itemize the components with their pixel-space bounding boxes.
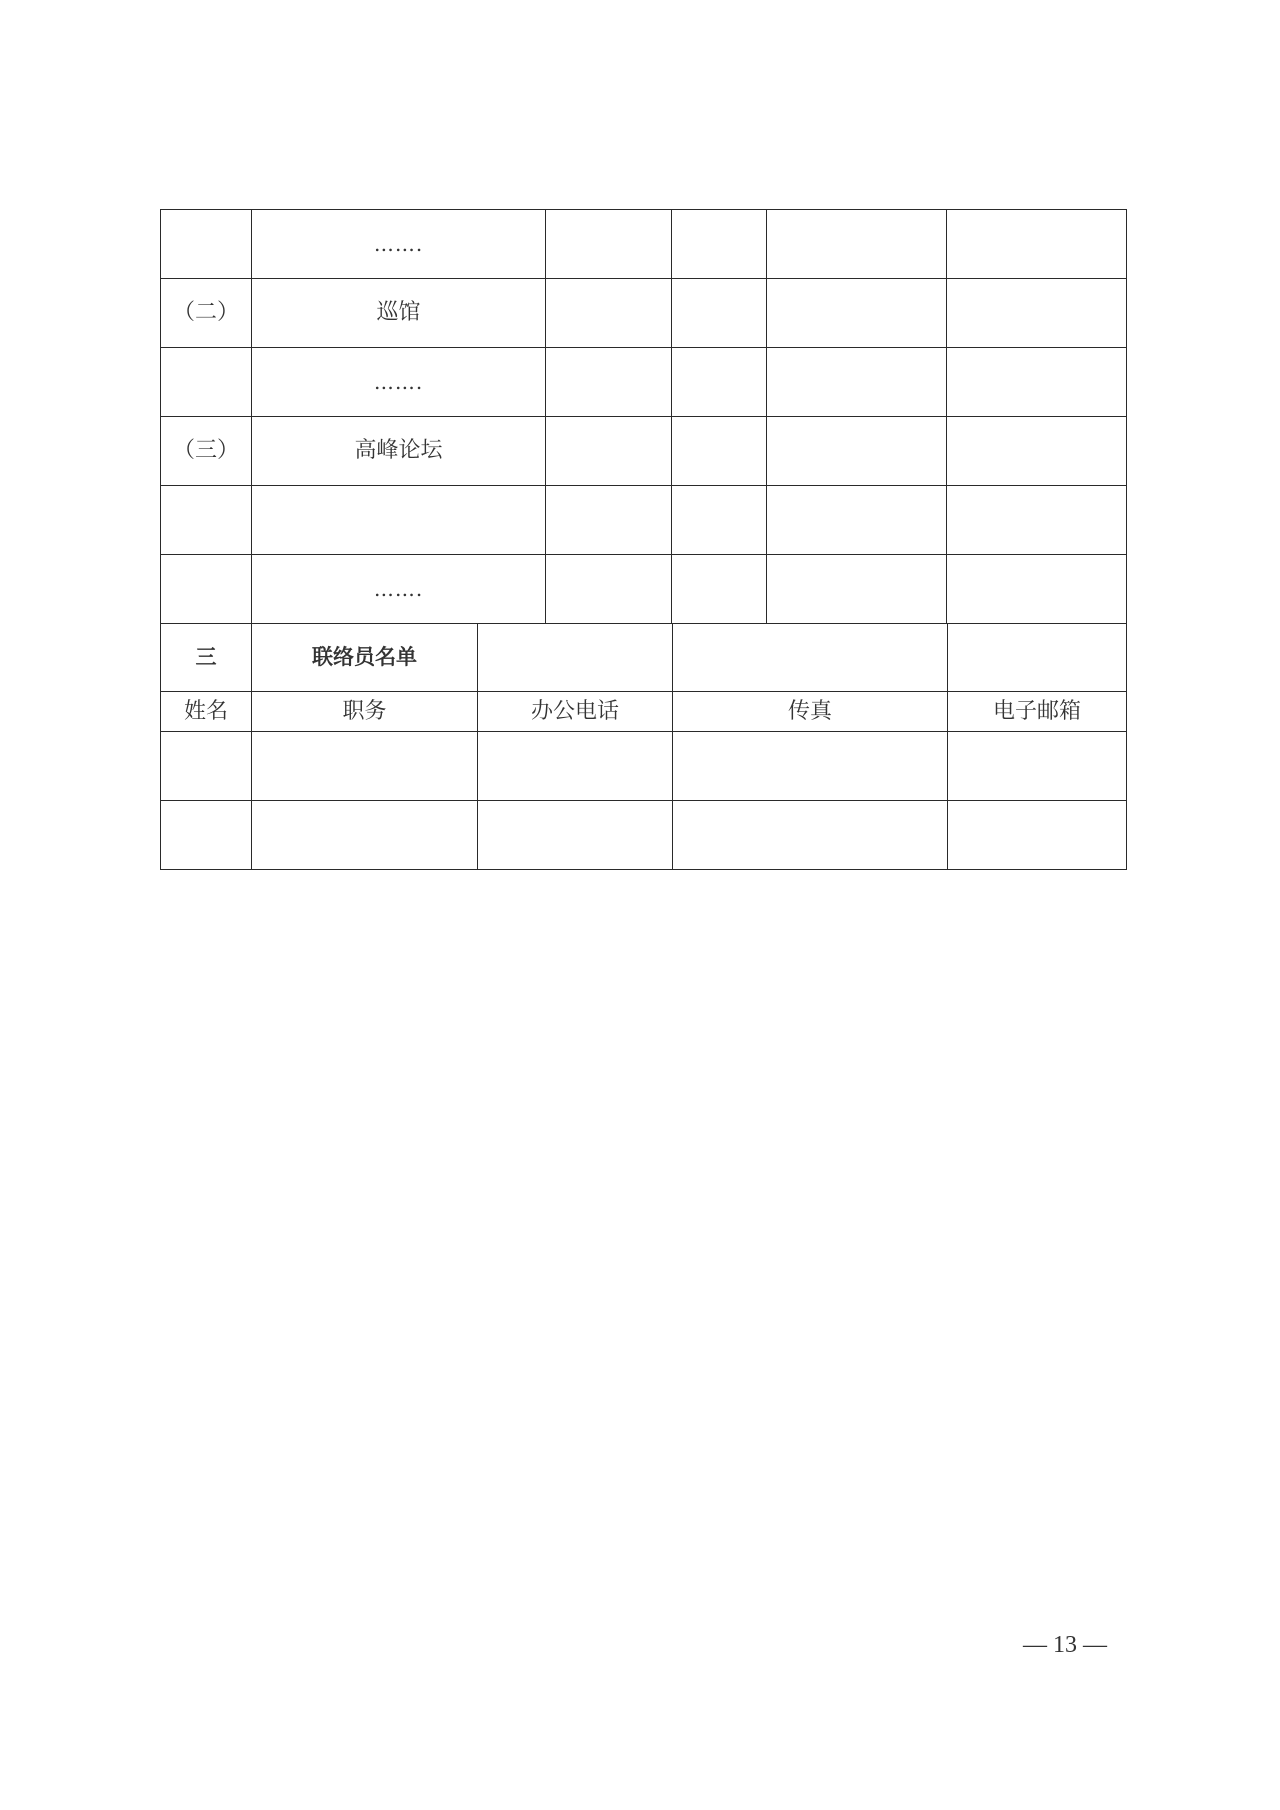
column-header-office-phone: 办公电话 xyxy=(477,691,673,732)
table-cell xyxy=(545,416,672,486)
table-cell xyxy=(545,347,672,417)
table-cell: ……. xyxy=(251,209,546,279)
table-cell xyxy=(545,554,672,624)
table-cell xyxy=(766,485,947,555)
table-cell xyxy=(160,347,252,417)
contact-phone-cell xyxy=(477,731,673,801)
table-cell xyxy=(766,554,947,624)
table-cell xyxy=(946,347,1127,417)
contact-name-cell xyxy=(160,731,252,801)
table-cell xyxy=(672,623,948,692)
table-cell xyxy=(766,347,947,417)
table-cell: ……. xyxy=(251,554,546,624)
table-cell xyxy=(477,623,673,692)
section-title-cell: 联络员名单 xyxy=(251,623,478,692)
contact-email-cell xyxy=(947,800,1127,870)
table-cell xyxy=(160,209,252,279)
table-cell xyxy=(946,209,1127,279)
table-cell xyxy=(545,278,672,348)
table-cell xyxy=(946,278,1127,348)
contact-phone-cell xyxy=(477,800,673,870)
table-cell xyxy=(671,278,767,348)
contact-name-cell xyxy=(160,800,252,870)
row-index-cell: （三） xyxy=(160,416,252,486)
column-header-fax: 传真 xyxy=(672,691,948,732)
table-cell xyxy=(946,485,1127,555)
row-item-cell: 巡馆 xyxy=(251,278,546,348)
row-item-cell: 高峰论坛 xyxy=(251,416,546,486)
table-cell xyxy=(160,554,252,624)
section-index-cell: 三 xyxy=(160,623,252,692)
table-cell xyxy=(946,416,1127,486)
table-cell xyxy=(766,278,947,348)
contact-position-cell xyxy=(251,800,478,870)
table-cell xyxy=(671,485,767,555)
contact-fax-cell xyxy=(672,800,948,870)
table-cell xyxy=(671,554,767,624)
table-cell xyxy=(946,554,1127,624)
table-cell xyxy=(671,347,767,417)
table-cell: ……. xyxy=(251,347,546,417)
table-cell xyxy=(766,209,947,279)
contact-position-cell xyxy=(251,731,478,801)
column-header-position: 职务 xyxy=(251,691,478,732)
row-index-cell: （二） xyxy=(160,278,252,348)
table-cell xyxy=(545,209,672,279)
table-cell xyxy=(671,209,767,279)
table-cell xyxy=(160,485,252,555)
column-header-name: 姓名 xyxy=(160,691,252,732)
table-cell xyxy=(671,416,767,486)
contact-email-cell xyxy=(947,731,1127,801)
contact-fax-cell xyxy=(672,731,948,801)
column-header-email: 电子邮箱 xyxy=(947,691,1127,732)
table-cell xyxy=(251,485,546,555)
page-number: — 13 — xyxy=(1023,1631,1107,1658)
table-cell xyxy=(766,416,947,486)
table-cell xyxy=(947,623,1127,692)
table-cell xyxy=(545,485,672,555)
